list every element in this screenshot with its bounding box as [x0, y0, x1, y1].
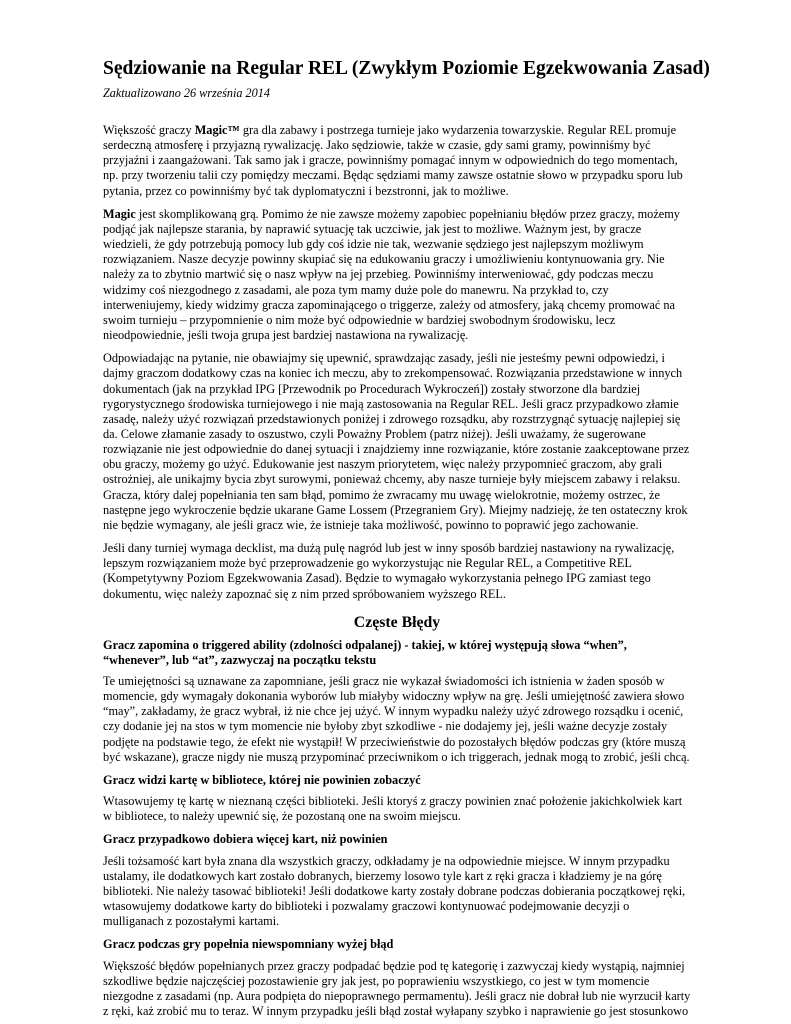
section-heading-common-errors: Częste Błędy [353, 613, 441, 631]
document-title: Sędziowanie na Regular REL (Zwykłym Poziomie Egzekwowania Zasad) [103, 58, 710, 79]
document-page [103, 57, 710, 1024]
error-text-seen-card: Wtasowujemy tę kartę w nieznaną części biblioteki. Jeśli ktoryś z graczy powinien znać położenie jakichkolwiek kart w bibliotece, to należy upewnić się, że pozostaną one na swoim miejscu. [103, 794, 683, 824]
error-title-other-error: Gracz podczas gry popełnia niewspomniany wyżej błąd [103, 937, 394, 952]
intro-p1-pre: Większość graczy [103, 123, 195, 137]
error-title-extra-draw: Gracz przypadkowo dobiera więcej kart, niż powinien [103, 832, 388, 847]
error-text-other-error: Większość błędów popełnianych przez graczy podpadać będzie pod tę kategorię i zazwyczaj kiedy wystąpią, najmniej szkodliwe będzie najczęściej pozostawienie gry jak jest, po poprawieniu wszystkiego, co jest w tym momencie niezgodne z zasadami (np. Aura podpięta do niepoprawnego permamentu). Jeśli gracz nie dobrał lub nie wyrzucił karty z ręki, każ zrobić mu to teraz. W innym przypadku jeśli błąd został wyłapany szybko i naprawienie go jest stosunkowo [103, 958, 691, 1018]
intro-p1-post: gra dla zabawy i postrzega turnieje jako wydarzenia towarzyskie. Regular REL promuje serdeczną atmosferę i przyjazną rywalizację. Jako sędziowie, także w czasie, gdy sami gramy, powinniśmy być przyjaźni i zaangażowani. Tak samo jak i gracze, powinniśmy pomagać innym w odpowiednich do tego momentach, np. przy tworzeniu talii czy pomiędzy meczami. Będąc sędziami mamy zawsze ostatnie słowo w przypadku sporu lub pytania, przez co powinniśmy być tak dyplomatyczni i bezstronni, jak to możliwe. [103, 123, 683, 198]
intro-p2-post: jest skomplikowaną grą. Pomimo że nie zawsze możemy zapobiec popełnianiu błędów przez graczy, możemy podjąć jak najlepsze starania, by naprawić sytuację tak uczciwie, jak jest to możliwe. Ważnym jest, by gracze wiedzieli, że gdy potrzebują pomocy lub gdy coś idzie nie tak, wezwanie sędziego jest najlepszym możliwym rozwiązaniem. Nasze decyzje powinny skupiać się na edukowaniu graczy i umożliwieniu kontynuowania gry. Nie należy za to zbytnio martwić się o nasz wpływ na jej przebieg. Powinniśmy interweniować, gdy podczas meczu widzimy coś niezgodnego z zasadami, ale poza tym mamy duże pole do manewru. Na przykład to, czy interweniujemy, kiedy widzimy gracza zapominającego o triggerze, zależy od atmosfery, jaką chcemy promować na swoim turnieju – przypomnienie o nim może być odpowiednie w bardziej swobodnym środowisku, lecz nieodpowiednie, jeśli twoja grupa jest bardziej nastawiona na rywalizację. [103, 206, 680, 343]
intro-paragraph-1 [103, 123, 691, 199]
intro-paragraph-3: Odpowiadając na pytanie, nie obawiajmy się upewnić, sprawdzając zasady, jeśli nie jesteśmy pewni odpowiedzi, i dajmy graczom dodatkowy czas na koniec ich meczu, aby to zrekompensować. Rozwiązania przedstawione w innych dokumentach (jak na przykład IPG [Przewodnik po Procedurach Wykroczeń]) zostały stworzone dla bardziej rygorystycznego środowiska turniejowego i nie mają zastosowania na Regular REL. Jeśli gracz przypadkowo złamie zasadę, należy użyć rozwiązań przedstawionych poniżej i zdrowego rozsądku, aby rozstrzygnąć sytuację najlepiej się da. Celowe złamanie zasady to oszustwo, czyli Poważny Problem (patrz niżej). Jeśli uważamy, że sugerowane rozwiązanie nie jest odpowiednie do danej sytuacji i znajdziemy inne rozwiązanie, które zostanie zaakceptowane przez obu graczy, możemy go użyć. Edukowanie jest naszym priorytetem, więc należy przypomnieć graczom, aby grali ostrożniej, ale unikajmy bycia zbyt surowymi, ponieważ chcemy, aby nasze turnieje były miejscem zabawy i relaksu. Gracza, który dalej popełniania ten sam błąd, pomimo że zwracamy mu uwagę wielokrotnie, możemy ostrzec, że następne jego wykroczenie będzie ukarane Game Lossem (Przegraniem Gry). Miejmy nadzieję, że ten ostateczny krok nie będzie wymagany, ale jeśli gracz wie, że istnieje taka możliwość, powinno to poprawić jego zachowanie. [103, 351, 690, 532]
magic-bold: Magic [103, 206, 136, 221]
intro-paragraph-4: Jeśli dany turniej wymaga decklist, ma dużą pulę nagród lub jest w inny sposób bardziej nastawiony na rywalizację, lepszym rozwiązaniem może być przeprowadzenie go wykorzystując nie Regular REL, a Competitive REL (Kompetytywny Poziom Egzekwowania Zasad). Będzie to wymagało wykorzystania pełnego IPG zamiast tego dokumentu, więc należy zapoznać się z nim przed spróbowaniem wyższego REL. [103, 541, 675, 601]
magic-brand: Magic™ [194, 123, 240, 137]
intro-paragraph-2 [103, 207, 691, 343]
updated-date: Zaktualizowano 26 września 2014 [103, 86, 270, 100]
error-title-forgotten-trigger: Gracz zapomina o triggered ability (zdolności odpalanej) - takiej, w której występują słowa “when”, “whenever”, lub “at”, zazwyczaj na początku tekstu [103, 637, 627, 667]
error-title-seen-card: Gracz widzi kartę w bibliotece, której nie powinien zobaczyć [103, 772, 421, 787]
error-text-extra-draw: Jeśli tożsamość kart była znana dla wszystkich graczy, odkładamy je na odpowiednie miejsce. W innym przypadku ustalamy, ile dodatkowych kart zostało dobranych, bierzemy losowo tyle kart z ręki gracza i kładziemy je na górę biblioteki. Nie należy tasować biblioteki! Jeśli dodatkowe karty zostały dobrane podczas dobierania początkowej ręki, wtasowujemy dodatkowe karty do biblioteki i pozwalamy graczowi kontynuować podejmowanie decyzji o mulliganach z pozostałymi kartami. [103, 853, 686, 929]
error-text-forgotten-trigger: Te umiejętności są uznawane za zapomniane, jeśli gracz nie wykazał świadomości ich istnienia w żaden sposób w momencie, gdy wymagały dokonania wyborów lub miałyby widoczny wpływ na grę. Jeśli umiejętność zawiera słowo “may”, zakładamy, że gracz wybrał, iż nie chce jej użyć. W innym wypadku należy użyć zdrowego rozsądku i ocenić, czy dodanie jej na stos w tym momencie nie byłoby zbyt szkodliwe - nie dodajemy jej, jeśli ważne decyzje zostały podjęte na podstawie tego, że efekt nie wystąpił! W przeciwieństwie do pozostałych błędów podczas gry (które muszą być wskazane), gracze nigdy nie muszą przypominać przeciwnikom o ich triggerach, jednak mogą to zrobić, jeśli chcą. [103, 674, 690, 764]
